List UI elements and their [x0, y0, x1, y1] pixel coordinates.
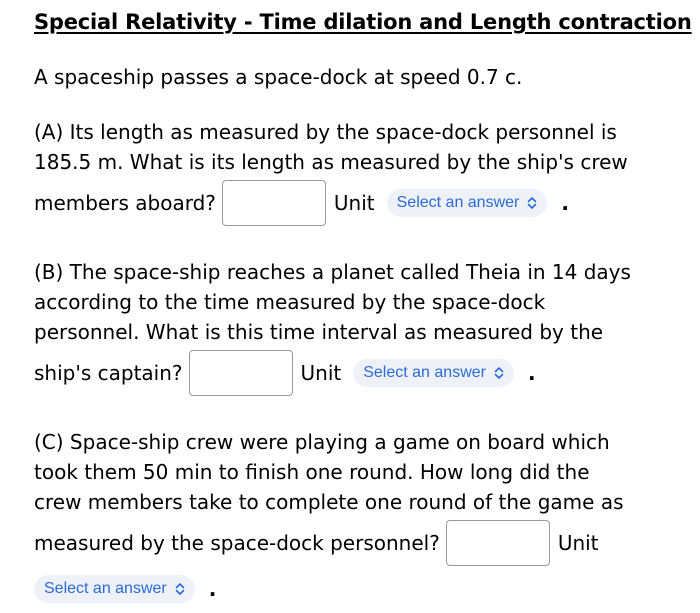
- question-a-select-label: Select an answer: [396, 194, 520, 211]
- question-b-line-1: (B) The space-ship reaches a planet called Theia in 14 days: [34, 260, 631, 284]
- question-a-prefix: members aboard?: [34, 191, 216, 215]
- question-c-answer-input[interactable]: [446, 520, 550, 566]
- question-b-answer-input[interactable]: [189, 350, 293, 396]
- question-b-select-label: Select an answer: [363, 364, 486, 381]
- chevron-up-down-icon: [494, 366, 504, 380]
- question-c-line-3: crew members take to complete one round of the game as: [34, 490, 624, 514]
- question-c-select-row: [34, 569, 674, 609]
- question-c-line-2: took them 50 min to finish one round. How long did the: [34, 460, 590, 484]
- question-a-unit-select[interactable]: [387, 189, 548, 217]
- question-b-line-2: according to the time measured by the space-dock: [34, 290, 546, 314]
- question-c-prefix: measured by the space-dock personnel?: [34, 531, 440, 555]
- question-b-unit-select[interactable]: [353, 359, 514, 387]
- question-a-line-1: (A) Its length as measured by the space-dock personnel is: [34, 120, 617, 144]
- question-c: [34, 427, 674, 609]
- question-c-line-1: (C) Space-ship crew were playing a game on board which: [34, 430, 610, 454]
- question-c-unit-label: Unit: [557, 531, 599, 555]
- intro-text: A spaceship passes a space-dock at speed 0.7 c.: [34, 65, 523, 89]
- chevron-up-down-icon: [527, 196, 537, 210]
- question-c-answer-row: [34, 517, 674, 569]
- question-b-answer-row: [34, 347, 674, 399]
- question-c-unit-select[interactable]: [34, 575, 195, 603]
- question-c-select-label: Select an answer: [44, 580, 167, 597]
- question-a-unit-label: Unit: [333, 191, 375, 215]
- question-b: [34, 257, 674, 399]
- question-a-line-2: 185.5 m. What is its length as measured by the ship's crew: [34, 150, 628, 174]
- page-title: Special Relativity - Time dilation and Length contraction: [34, 10, 692, 34]
- question-b-line-3: personnel. What is this time interval as measured by the: [34, 320, 604, 344]
- question-b-prefix: ship's captain?: [34, 361, 183, 385]
- question-a-answer-input[interactable]: [222, 180, 326, 226]
- question-a-period: .: [561, 191, 569, 215]
- question-a-answer-row: [34, 177, 674, 229]
- question-a: [34, 117, 674, 229]
- chevron-up-down-icon: [175, 582, 185, 596]
- question-b-unit-label: Unit: [300, 361, 342, 385]
- question-b-period: .: [527, 361, 536, 385]
- question-c-period: .: [208, 577, 217, 601]
